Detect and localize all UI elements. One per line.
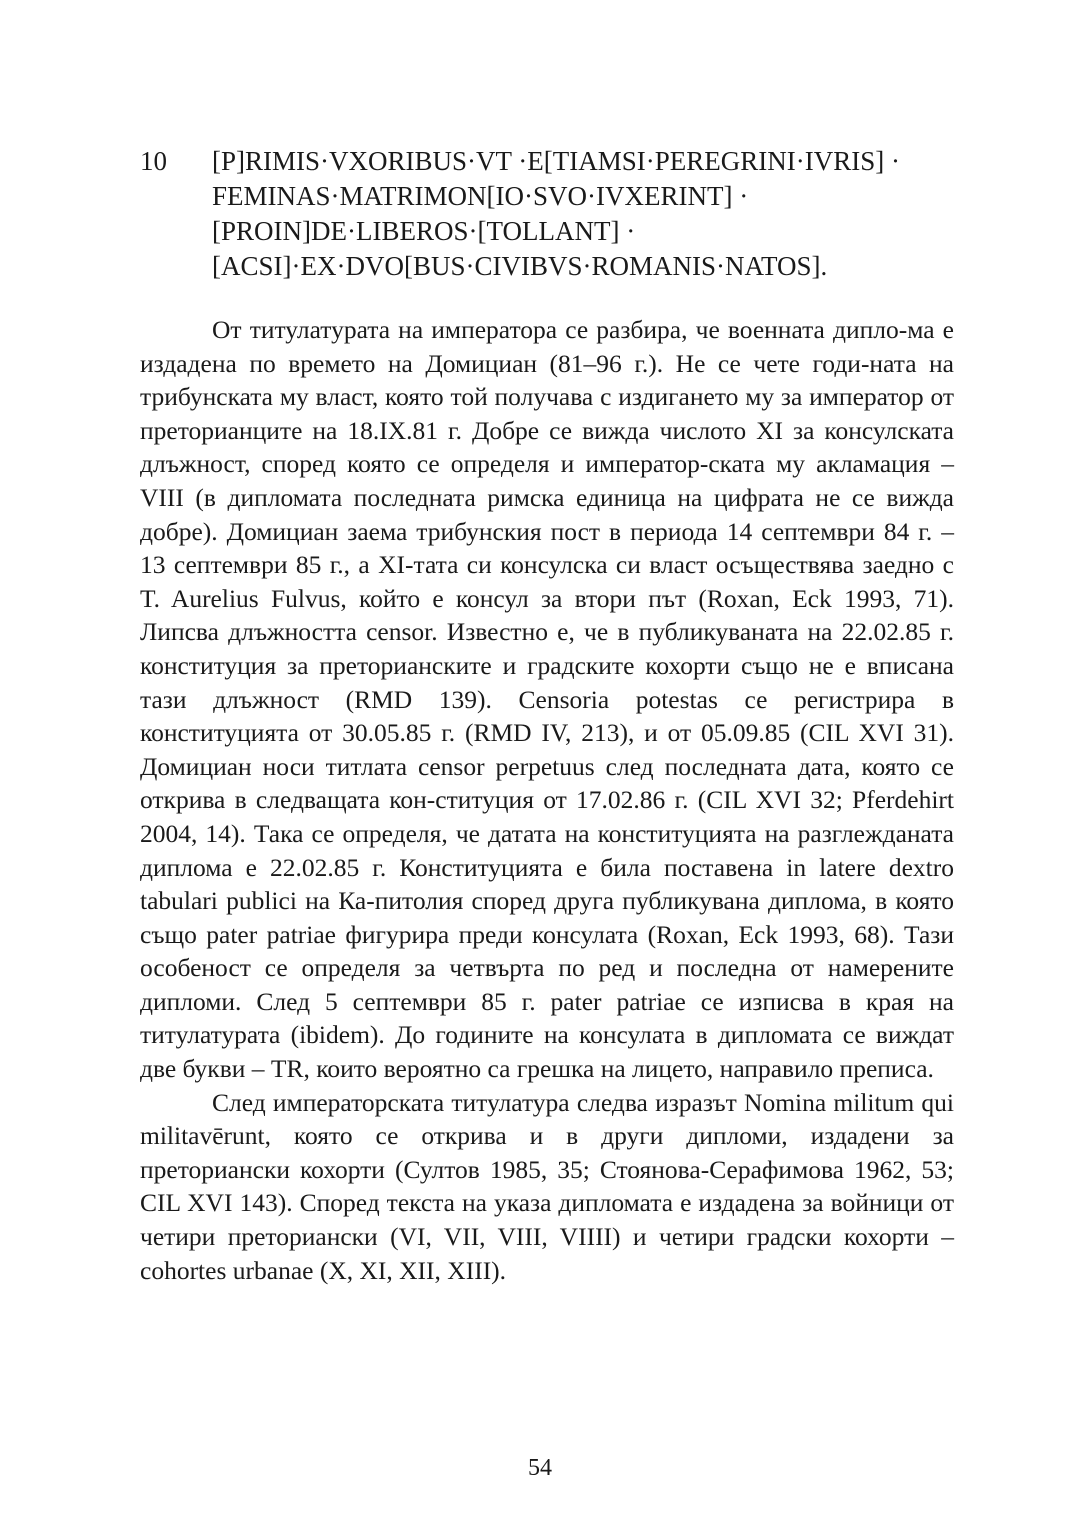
inscription-line: [PROIN]DE·LIBEROS·[TOLLANT] · [212, 216, 636, 246]
inscription-line-number: 10 [140, 146, 167, 176]
body-text [140, 313, 954, 1287]
latin-inscription [140, 144, 970, 284]
inscription-line: FEMINAS·MATRIMON[IO·SVO·IVXERINT] · [212, 181, 749, 211]
paragraph: От титулатурата на императора се разбира, че военната дипло-ма е издадена по времето на Домициан (81–96 г.). Не се чете годи-ната на трибунската му власт, която той получава с издигането му за император от преторианците на 18.IX.81 г. Добре се вижда числото XI за консулската длъжност, според която се определя и император-ската му акламация – VIII (в дипломата последната римска единица на цифрата не се вижда добре). Домициан заема трибунския пост в периода 14 септември 84 г. – 13 септември 85 г., а XI-тата си консулска си власт осъществява заедно с T. Aurelius Fulvus, който е консул за втори път (Roxan, Eck 1993, 71). Липсва длъжността censor. Известно е, че в публикуваната на 22.02.85 г. конституция за преторианските и градските кохорти също не е вписана тази длъжност (RMD 139). Censoria potestas се регистрира в конституцията от 30.05.85 г. (RMD IV, 213), и от 05.09.85 (CIL XVI 31). Домициан носи титлата censor perpetuus след последната дата, която се открива в следващата кон-ституция от 17.02.86 г. (CIL XVI 32; Pferdehirt 2004, 14). Така се определя, че датата на конституцията на разглежданата диплома е 22.02.85 г. Конституцията е била поставена in latere dextro tabulari publici на Ка-питолия според друга публикувана диплома, в която също pater patriae фигурира преди консулата (Roxan, Eck 1993, 68). Тази особеност се определя за четвърта по ред и последна от намерените дипломи. След 5 септември 85 г. pater patriae се изписва в края на титулатурата (ibidem). До годините на консулата в дипломата се виждат две букви – TR, които вероятно са грешка на лицето, направило преписа. [140, 315, 954, 1084]
inscription-line: [ACSI]·EX·DVO[BUS·CIVIBVS·ROMANIS·NATOS]. [212, 251, 828, 281]
inscription-lines [212, 144, 970, 284]
paragraph: След императорската титулатура следва изразът Nomina militum qui militavērunt, която се открива и в други дипломи, издадени за преториански кохорти (Султов 1985, 35; Стоянова-Серафимова 1962, 53; CIL XVI 143). Според текста на указа дипломата е издадена за войници от четири преториански (VI, VII, VIII, VIIII) и четири градски кохорти – cohortes urbanae (X, XI, XII, XIII). [140, 1087, 954, 1285]
inscription-line: [P]RIMIS·VXORIBUS·VT ·E[TIAMSI·PEREGRINI·IVRIS] · [212, 146, 900, 176]
page-number: 54 [528, 1455, 552, 1481]
